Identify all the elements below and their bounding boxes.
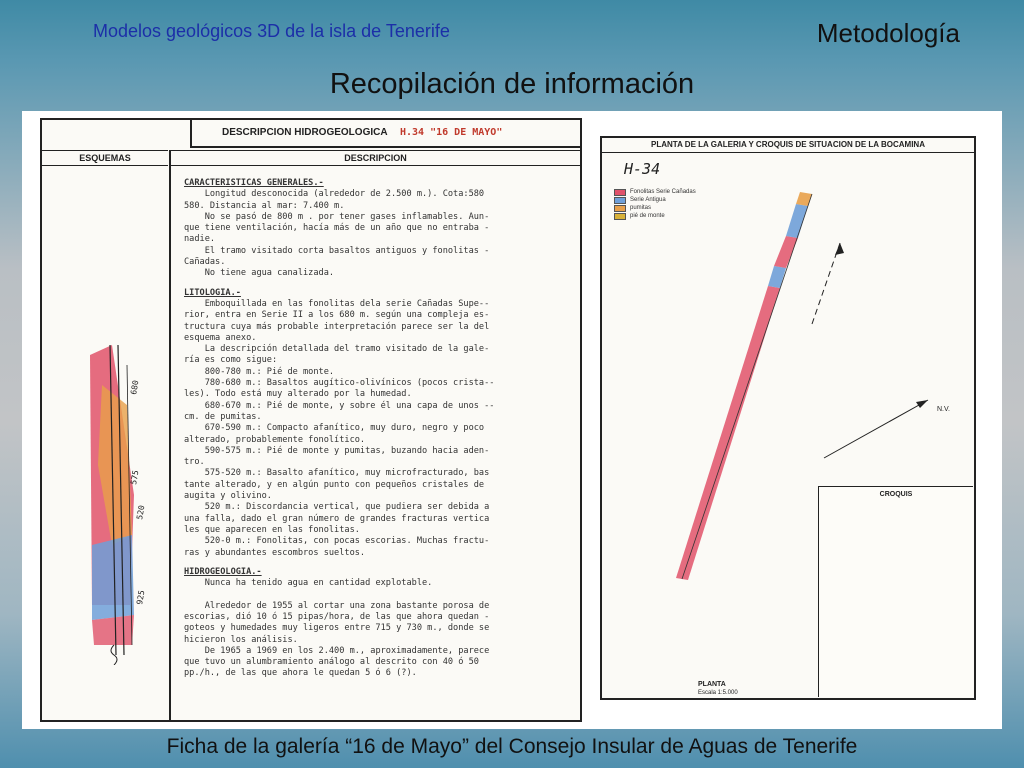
legend-item: pié de monte: [614, 212, 696, 220]
croquis-box: [818, 486, 973, 697]
gallery-red-mid: [774, 236, 798, 268]
gallery-blue-2: [786, 204, 808, 238]
description-card: [40, 118, 582, 722]
column-divider: [169, 150, 171, 720]
scale-label: Escala 1:5.000: [698, 690, 738, 696]
section-heading-lithology: LITOLOGIA.-: [184, 287, 241, 298]
document-panel: [22, 111, 1002, 729]
legend-item: Serie Antigua: [614, 196, 696, 204]
section-body-lithology: Emboquillada en las fonolitas dela serie Cañadas Supe-- rior, entra en Serie II a los 680 m. según una compleja es- tructura cuya más probable interpretación parece ser la del esquema anexo. La descripción detallada del tramo visitado de la gale- ría es como sigue: 800-780 m.: Pié de monte. 780-680 m.: Basaltos augítico-olivínicos (pocos crista-- les). Todo está muy alterado por la humedad. 680-670 m.: Pié de monte, y sobre él una capa de unos -- cm. de pumitas. 670-590 m.: Compacto afanítico, muy duro, negro y poco alterado, probablemente fonolítico. 590-575 m.: Pié de monte y pumitas, buzando hacia aden- tro. 575-520 m.: Basalto afanítico, muy microfracturado, bas tante alterado, y en algún punto con pequeños cristales de augita y olivino. 520 m.: Discordancia vertical, que pudiera ser debida a una falla, dado el gran número de grandes fracturas vertica les que aparecen en las fonolitas. 520-0 m.: Fonolitas, con pocas escorias. Muchas fractu- ras y abundantes escombros sueltos.: [184, 298, 495, 558]
nv-label: N.V.: [937, 406, 950, 413]
scheme-label-925: 925: [135, 589, 147, 606]
scheme-blue-zone: [92, 535, 134, 620]
card-reference: H.34 "16 DE MAYO": [399, 127, 503, 138]
gallery-blue-1: [768, 266, 786, 288]
gallery-arrow: [835, 243, 844, 255]
section-title: Metodología: [816, 18, 960, 48]
north-line: [824, 400, 928, 458]
scheme-lower-red: [92, 615, 134, 645]
section-body-general: Longitud desconocida (alrededor de 2.500 m.). Cota:580 580. Distancia al mar: 7.400 m. No se pasó de 800 m . por tener gases inflamables. Aun- que tiene ventilación, hacía más de un año que no entraba - nadie. El tramo visitado corta basaltos antiguos y fonolitas - Cañadas. No tiene agua canalizada.: [184, 189, 490, 279]
gallery-red-lower: [676, 286, 780, 580]
plan-card: [600, 136, 976, 700]
description-text: [184, 178, 574, 680]
section-body-hydrogeology: Nunca ha tenido agua en cantidad explotable. Alrededor de 1955 al cortar una zona bastante porosa de escorias, dió 10 ó 15 pipas/hora, de las que ahora quedan - goteos y humedades muy ligeros entre 715 y 730 m., donde se hicieron los análisis. De 1965 a 1969 en los 2.400 m., aproximadamente, parece que tuvo un alumbramiento análogo al descrito con 40 ó 50 pp./h., de las que ahora le quedan 5 ó 6 (?).: [184, 578, 490, 679]
gallery-axis: [682, 194, 812, 579]
column-header-schemes: ESQUEMAS: [42, 150, 168, 166]
scheme-label-520: 520: [135, 504, 147, 521]
slide-caption: Ficha de la galería “16 de Mayo” del Consejo Insular de Aguas de Tenerife: [166, 735, 858, 758]
section-heading-hydrogeology: HIDROGEOLOGIA.-: [184, 566, 262, 577]
geologic-scheme: [72, 345, 162, 665]
scheme-label-680: 680: [129, 379, 141, 396]
scheme-label-575: 575: [129, 469, 141, 486]
legend-item: Fonolitas Serie Cañadas: [614, 188, 696, 196]
gallery-orange-top: [796, 192, 812, 206]
slide-title: Recopilación de información: [329, 68, 695, 100]
section-heading-general: CARACTERISTICAS GENERALES.-: [184, 178, 324, 188]
card-title: [190, 120, 580, 148]
plan-title: PLANTA DE LA GALERIA Y CROQUIS DE SITUACION DE LA BOCAMINA: [602, 138, 974, 153]
gallery-code: H-34: [624, 160, 661, 178]
planta-label: PLANTA: [698, 681, 726, 688]
gallery-projection: [812, 243, 840, 324]
north-arrow: [916, 400, 928, 408]
legend-item: pumitas: [614, 204, 696, 212]
croquis-title: CROQUIS: [879, 491, 913, 498]
card-title-text: DESCRIPCION HIDROGEOLOGICA: [222, 127, 388, 138]
slide-subtitle: Modelos geológicos 3D de la isla de Tenerife: [93, 21, 450, 41]
column-header-description: DESCRIPCION: [170, 150, 580, 166]
